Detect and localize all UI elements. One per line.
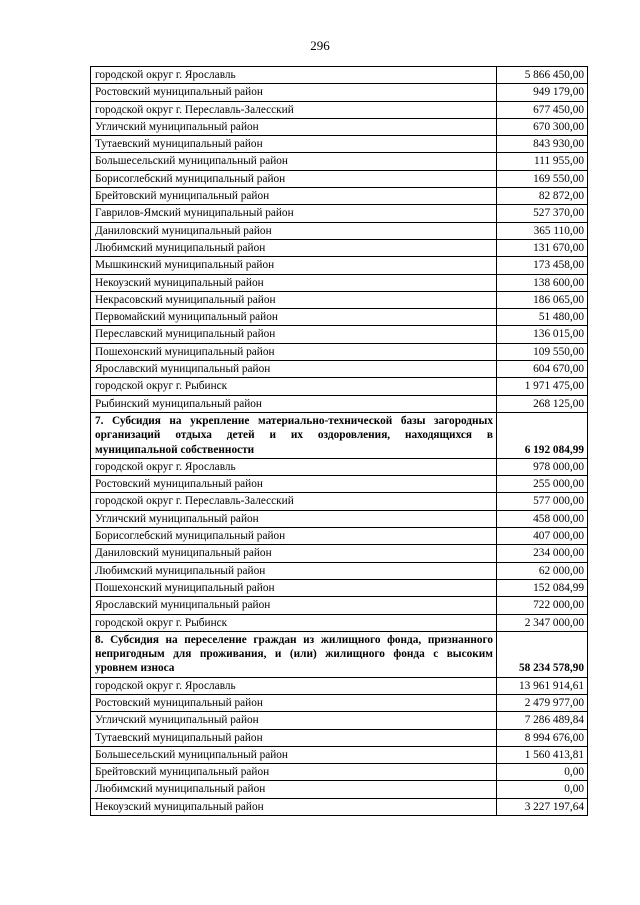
table-row <box>91 274 588 291</box>
municipality-name: Ростовский муниципальный район <box>91 84 497 101</box>
amount-cell: 173 458,00 <box>497 257 588 274</box>
amount-cell: 138 600,00 <box>497 274 588 291</box>
amount-cell: 722 000,00 <box>497 597 588 614</box>
table-row <box>91 510 588 527</box>
table-row <box>91 378 588 395</box>
table-row <box>91 579 588 596</box>
municipality-name: Тутаевский муниципальный район <box>91 136 497 153</box>
municipality-name: Пошехонский муниципальный район <box>91 343 497 360</box>
municipality-name: Большесельский муниципальный район <box>91 746 497 763</box>
table-row <box>91 545 588 562</box>
table-row <box>91 677 588 694</box>
municipality-name: Некрасовский муниципальный район <box>91 291 497 308</box>
table-row <box>91 67 588 84</box>
municipality-name: городской округ г. Ярославль <box>91 458 497 475</box>
table-row <box>91 361 588 378</box>
municipality-name: Брейтовский муниципальный район <box>91 764 497 781</box>
amount-cell: 268 125,00 <box>497 395 588 412</box>
table-row <box>91 326 588 343</box>
amount-cell: 843 930,00 <box>497 136 588 153</box>
municipality-name: Пошехонский муниципальный район <box>91 579 497 596</box>
table-row <box>91 239 588 256</box>
amount-cell: 670 300,00 <box>497 118 588 135</box>
municipality-name: Борисоглебский муниципальный район <box>91 170 497 187</box>
municipality-name: Борисоглебский муниципальный район <box>91 528 497 545</box>
amount-cell: 978 000,00 <box>497 458 588 475</box>
amount-cell: 136 015,00 <box>497 326 588 343</box>
municipality-name: Любимский муниципальный район <box>91 781 497 798</box>
municipality-name: Ярославский муниципальный район <box>91 597 497 614</box>
amount-cell: 365 110,00 <box>497 222 588 239</box>
amount-cell: 527 370,00 <box>497 205 588 222</box>
municipality-name: Большесельский муниципальный район <box>91 153 497 170</box>
table-row <box>91 476 588 493</box>
amount-cell: 0,00 <box>497 781 588 798</box>
table-row <box>91 205 588 222</box>
amount-cell: 13 961 914,61 <box>497 677 588 694</box>
municipality-name: Тутаевский муниципальный район <box>91 729 497 746</box>
table-row <box>91 309 588 326</box>
table-row <box>91 84 588 101</box>
amount-cell: 109 550,00 <box>497 343 588 360</box>
table-row <box>91 781 588 798</box>
municipality-name: городской округ г. Рыбинск <box>91 614 497 631</box>
amount-cell: 3 227 197,64 <box>497 798 588 815</box>
table-row <box>91 118 588 135</box>
section-total-amount: 6 192 084,99 <box>497 412 588 458</box>
municipality-name: Переславский муниципальный район <box>91 326 497 343</box>
amount-cell: 949 179,00 <box>497 84 588 101</box>
table-row <box>91 712 588 729</box>
table-row <box>91 798 588 815</box>
amount-cell: 234 000,00 <box>497 545 588 562</box>
table-row <box>91 614 588 631</box>
amount-cell: 458 000,00 <box>497 510 588 527</box>
amount-cell: 51 480,00 <box>497 309 588 326</box>
municipality-name: Угличский муниципальный район <box>91 712 497 729</box>
amount-cell: 255 000,00 <box>497 476 588 493</box>
amount-cell: 82 872,00 <box>497 188 588 205</box>
municipality-name: городской округ г. Рыбинск <box>91 378 497 395</box>
municipality-name: Ростовский муниципальный район <box>91 476 497 493</box>
municipality-name: Угличский муниципальный район <box>91 118 497 135</box>
table-row <box>91 528 588 545</box>
table-row <box>91 188 588 205</box>
amount-cell: 1 560 413,81 <box>497 746 588 763</box>
table-row <box>91 257 588 274</box>
amount-cell: 186 065,00 <box>497 291 588 308</box>
amount-cell: 2 479 977,00 <box>497 694 588 711</box>
table-row <box>91 395 588 412</box>
municipality-name: Угличский муниципальный район <box>91 510 497 527</box>
amount-cell: 0,00 <box>497 764 588 781</box>
municipality-name: городской округ г. Переславль-Залесский <box>91 101 497 118</box>
table-row <box>91 101 588 118</box>
amount-cell: 1 971 475,00 <box>497 378 588 395</box>
municipality-name: Ярославский муниципальный район <box>91 361 497 378</box>
amount-cell: 8 994 676,00 <box>497 729 588 746</box>
amount-cell: 407 000,00 <box>497 528 588 545</box>
amount-cell: 62 000,00 <box>497 562 588 579</box>
table-row <box>91 343 588 360</box>
table-row <box>91 562 588 579</box>
table-row <box>91 136 588 153</box>
table-row <box>91 597 588 614</box>
budget-table <box>90 66 588 816</box>
amount-cell: 7 286 489,84 <box>497 712 588 729</box>
amount-cell: 677 450,00 <box>497 101 588 118</box>
section-total-amount: 58 234 578,90 <box>497 631 588 677</box>
municipality-name: Даниловский муниципальный район <box>91 222 497 239</box>
table-row <box>91 493 588 510</box>
municipality-name: городской округ г. Ярославль <box>91 67 497 84</box>
municipality-name: Любимский муниципальный район <box>91 239 497 256</box>
table-row <box>91 291 588 308</box>
municipality-name: Гаврилов-Ямский муниципальный район <box>91 205 497 222</box>
municipality-name: Мышкинский муниципальный район <box>91 257 497 274</box>
section-row <box>91 412 588 458</box>
section-title: 8. Субсидия на переселение граждан из жилищного фонда, признанного непригодным для проживания, и (или) жилищного фонда с высоким уровнем износа <box>91 631 497 677</box>
municipality-name: Даниловский муниципальный район <box>91 545 497 562</box>
table-row <box>91 222 588 239</box>
municipality-name: Любимский муниципальный район <box>91 562 497 579</box>
municipality-name: Первомайский муниципальный район <box>91 309 497 326</box>
table-row <box>91 153 588 170</box>
municipality-name: городской округ г. Переславль-Залесский <box>91 493 497 510</box>
municipality-name: Ростовский муниципальный район <box>91 694 497 711</box>
amount-cell: 111 955,00 <box>497 153 588 170</box>
amount-cell: 604 670,00 <box>497 361 588 378</box>
municipality-name: Некоузский муниципальный район <box>91 798 497 815</box>
amount-cell: 5 866 450,00 <box>497 67 588 84</box>
page-number: 296 <box>310 38 330 53</box>
table-row <box>91 729 588 746</box>
table-row <box>91 746 588 763</box>
amount-cell: 131 670,00 <box>497 239 588 256</box>
municipality-name: городской округ г. Ярославль <box>91 677 497 694</box>
table-row <box>91 764 588 781</box>
table-row <box>91 694 588 711</box>
municipality-name: Рыбинский муниципальный район <box>91 395 497 412</box>
amount-cell: 577 000,00 <box>497 493 588 510</box>
amount-cell: 2 347 000,00 <box>497 614 588 631</box>
amount-cell: 152 084,99 <box>497 579 588 596</box>
table-row <box>91 458 588 475</box>
municipality-name: Некоузский муниципальный район <box>91 274 497 291</box>
municipality-name: Брейтовский муниципальный район <box>91 188 497 205</box>
table-row <box>91 170 588 187</box>
amount-cell: 169 550,00 <box>497 170 588 187</box>
section-row <box>91 631 588 677</box>
section-title: 7. Субсидия на укрепление материально-технической базы загородных организаций отдыха детей и их оздоровления, находящихся в муниципальной собственности <box>91 412 497 458</box>
